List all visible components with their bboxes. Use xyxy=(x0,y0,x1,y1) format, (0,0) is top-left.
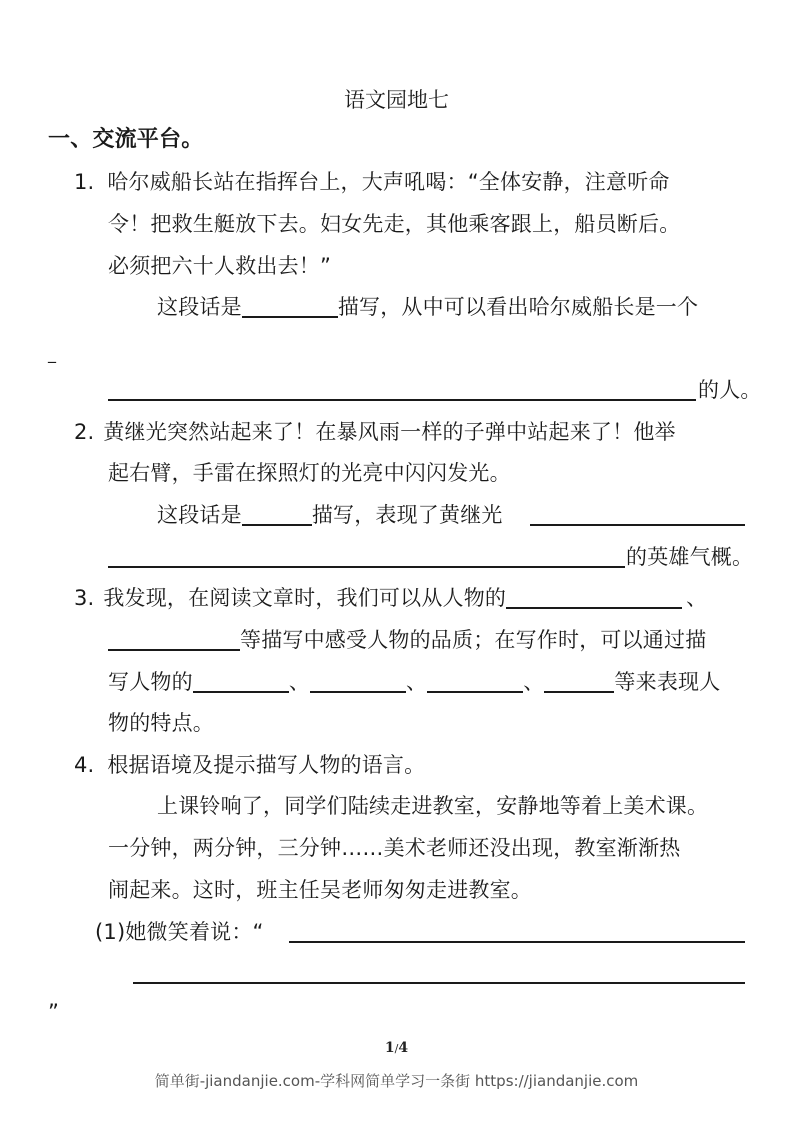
item-text: 我发现，在阅读文章时，我们可以从人物的 xyxy=(103,586,507,610)
item-number: 3. xyxy=(74,586,95,610)
closing-quote: ” xyxy=(48,1000,60,1024)
item-4-passage-line-3: 闹起来。这时，班主任吴老师匆匆走进教室。 xyxy=(108,878,532,902)
item-number: 2. xyxy=(74,420,95,444)
prompt-end-text: 的英雄气概。 xyxy=(626,545,754,569)
current-page: 1 xyxy=(384,1040,395,1056)
item-text: 哈尔威船长站在指挥台上，大声吼喝：“全体安静，注意听命 xyxy=(107,170,670,194)
answer-blank[interactable] xyxy=(310,669,406,693)
item-text: 、 xyxy=(686,586,708,610)
total-pages: 4 xyxy=(398,1040,409,1056)
item-4-passage-line-2: 一分钟，两分钟，三分钟……美术老师还没出现，教室渐渐热 xyxy=(108,836,681,860)
separator: 、 xyxy=(523,670,545,694)
stray-mark: _ xyxy=(48,344,57,363)
page-separator: / xyxy=(394,1042,399,1055)
answer-blank[interactable] xyxy=(242,294,338,318)
prompt-text: 这段话是 xyxy=(157,295,242,319)
prompt-text: 描写，表现了黄继光 xyxy=(311,503,503,527)
answer-line[interactable] xyxy=(289,941,745,943)
item-3-line-1 xyxy=(74,584,707,612)
item-number: 1. xyxy=(74,170,95,194)
item-3-line-3 xyxy=(108,668,720,696)
section-heading: 一、交流平台。 xyxy=(48,127,204,152)
item-4-line-1 xyxy=(74,751,425,779)
answer-blank[interactable] xyxy=(242,502,312,526)
sub-question-1-label: (1)她微笑着说：“ xyxy=(95,920,264,944)
separator: 、 xyxy=(288,670,311,694)
item-1-prompt xyxy=(157,293,698,321)
item-instruction: 根据语境及提示描写人物的语言。 xyxy=(107,753,426,777)
answer-line[interactable] xyxy=(108,399,696,401)
answer-blank[interactable] xyxy=(193,669,289,693)
answer-line[interactable] xyxy=(133,982,745,984)
separator: 、 xyxy=(406,670,428,694)
item-2-line-2: 起右臂，手雷在探照灯的光亮中闪闪发光。 xyxy=(108,461,511,485)
item-1-line-2: 令！把救生艇放下去。妇女先走，其他乘客跟上，船员断后。 xyxy=(108,212,681,236)
answer-line[interactable] xyxy=(108,566,625,568)
answer-blank[interactable] xyxy=(506,585,682,609)
footer-watermark: 简单街-jiandanjie.com-学科网简单学习一条街 https://jiandanjie.com xyxy=(154,1072,639,1090)
item-1-line-1 xyxy=(74,168,670,196)
answer-blank[interactable] xyxy=(544,669,614,693)
answer-blank[interactable] xyxy=(108,627,240,651)
item-2-prompt xyxy=(157,501,503,529)
item-4-passage-line-1: 上课铃响了，同学们陆续走进教室，安静地等着上美术课。 xyxy=(157,794,709,818)
answer-blank[interactable] xyxy=(427,669,523,693)
item-text: 等描写中感受人物的品质；在写作时，可以通过描 xyxy=(240,628,707,652)
page-title: 语文园地七 xyxy=(344,88,449,112)
item-3-line-4: 物的特点。 xyxy=(108,711,214,735)
prompt-text: 这段话是 xyxy=(157,503,242,527)
prompt-text: 描写，从中可以看出哈尔威船长是一个 xyxy=(337,295,699,319)
item-1-line-3: 必须把六十人救出去！” xyxy=(108,254,332,278)
item-2-line-1 xyxy=(74,418,676,446)
item-text: 黄继光突然站起来了！在暴风雨一样的子弹中站起来了！他举 xyxy=(103,420,676,444)
item-number: 4. xyxy=(74,753,95,777)
prompt-end-text: 的人。 xyxy=(698,378,762,402)
answer-line[interactable] xyxy=(530,524,745,526)
item-text: 等来表现人 xyxy=(614,670,721,694)
page-number xyxy=(0,1040,793,1056)
item-3-line-2 xyxy=(108,626,706,654)
item-text: 写人物的 xyxy=(108,670,193,694)
